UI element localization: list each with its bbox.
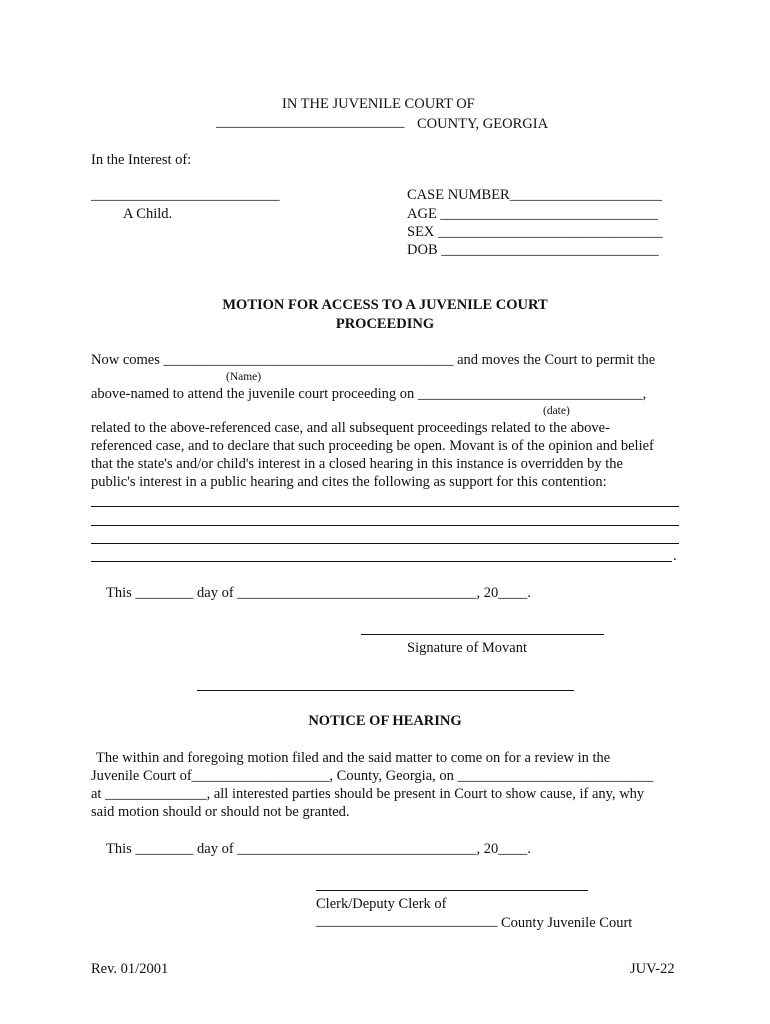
clerk-county-blank[interactable]: _________________________ bbox=[316, 913, 498, 929]
notice-line-3[interactable]: at ______________, all interested parties should be present in Court to show cause, if any, why bbox=[91, 786, 645, 802]
notice-line-1: The within and foregoing motion filed and the said matter to come on for a review in the bbox=[96, 750, 611, 766]
above-named-line[interactable]: above-named to attend the juvenile court proceeding on _______________________________, bbox=[91, 386, 647, 402]
support-line-4[interactable] bbox=[91, 561, 672, 562]
notice-date-line[interactable]: This ________ day of _________________________________, 20____. bbox=[106, 841, 531, 857]
age-field[interactable]: AGE ______________________________ bbox=[407, 206, 658, 222]
notice-line-2[interactable]: Juvenile Court of___________________, County, Georgia, on ___________________________ bbox=[91, 768, 654, 784]
motion-title-line1: MOTION FOR ACCESS TO A JUVENILE COURT bbox=[222, 297, 548, 313]
county-blank[interactable]: __________________________ bbox=[216, 114, 405, 130]
name-caption: (Name) bbox=[226, 371, 262, 383]
notice-title: NOTICE OF HEARING bbox=[308, 713, 462, 729]
support-line-1[interactable] bbox=[91, 506, 679, 507]
county-label: COUNTY, GEORGIA bbox=[417, 116, 549, 132]
date-caption: (date) bbox=[543, 405, 570, 417]
case-number-field[interactable]: CASE NUMBER_____________________ bbox=[407, 187, 662, 203]
now-comes-line[interactable]: Now comes ________________________________________ and moves the Court to permit the bbox=[91, 352, 656, 368]
body-line-3: that the state's and/or child's interest in a closed hearing in this instance is overridden by the bbox=[91, 456, 623, 472]
interest-label: In the Interest of: bbox=[91, 152, 192, 168]
signature-line[interactable] bbox=[361, 634, 604, 635]
signature-label: Signature of Movant bbox=[407, 640, 528, 656]
support-line-3[interactable] bbox=[91, 543, 679, 544]
clerk-court-label: County Juvenile Court bbox=[501, 915, 633, 931]
support-period: . bbox=[673, 548, 677, 564]
motion-title-line2: PROCEEDING bbox=[335, 316, 435, 332]
child-name-blank[interactable]: __________________________ bbox=[91, 187, 280, 203]
body-line-1: related to the above-referenced case, and all subsequent proceedings related to the above- bbox=[91, 420, 610, 436]
notice-line-4: said motion should or should not be granted. bbox=[91, 804, 350, 820]
clerk-signature-line[interactable] bbox=[316, 890, 588, 891]
motion-date-line[interactable]: This ________ day of _________________________________, 20____. bbox=[106, 585, 531, 601]
body-line-4: public's interest in a public hearing and cites the following as support for this contention: bbox=[91, 474, 607, 490]
revision-label: Rev. 01/2001 bbox=[91, 961, 169, 977]
sex-field[interactable]: SEX _______________________________ bbox=[407, 224, 663, 240]
clerk-label: Clerk/Deputy Clerk of bbox=[316, 896, 447, 912]
form-number: JUV-22 bbox=[630, 961, 675, 977]
body-line-2: referenced case, and to declare that such proceeding be open. Movant is of the opinion and belief bbox=[91, 438, 654, 454]
support-line-2[interactable] bbox=[91, 525, 679, 526]
child-label: A Child. bbox=[123, 206, 173, 222]
dob-field[interactable]: DOB ______________________________ bbox=[407, 242, 659, 258]
court-heading: IN THE JUVENILE COURT OF bbox=[282, 96, 475, 112]
divider-line bbox=[197, 690, 574, 691]
